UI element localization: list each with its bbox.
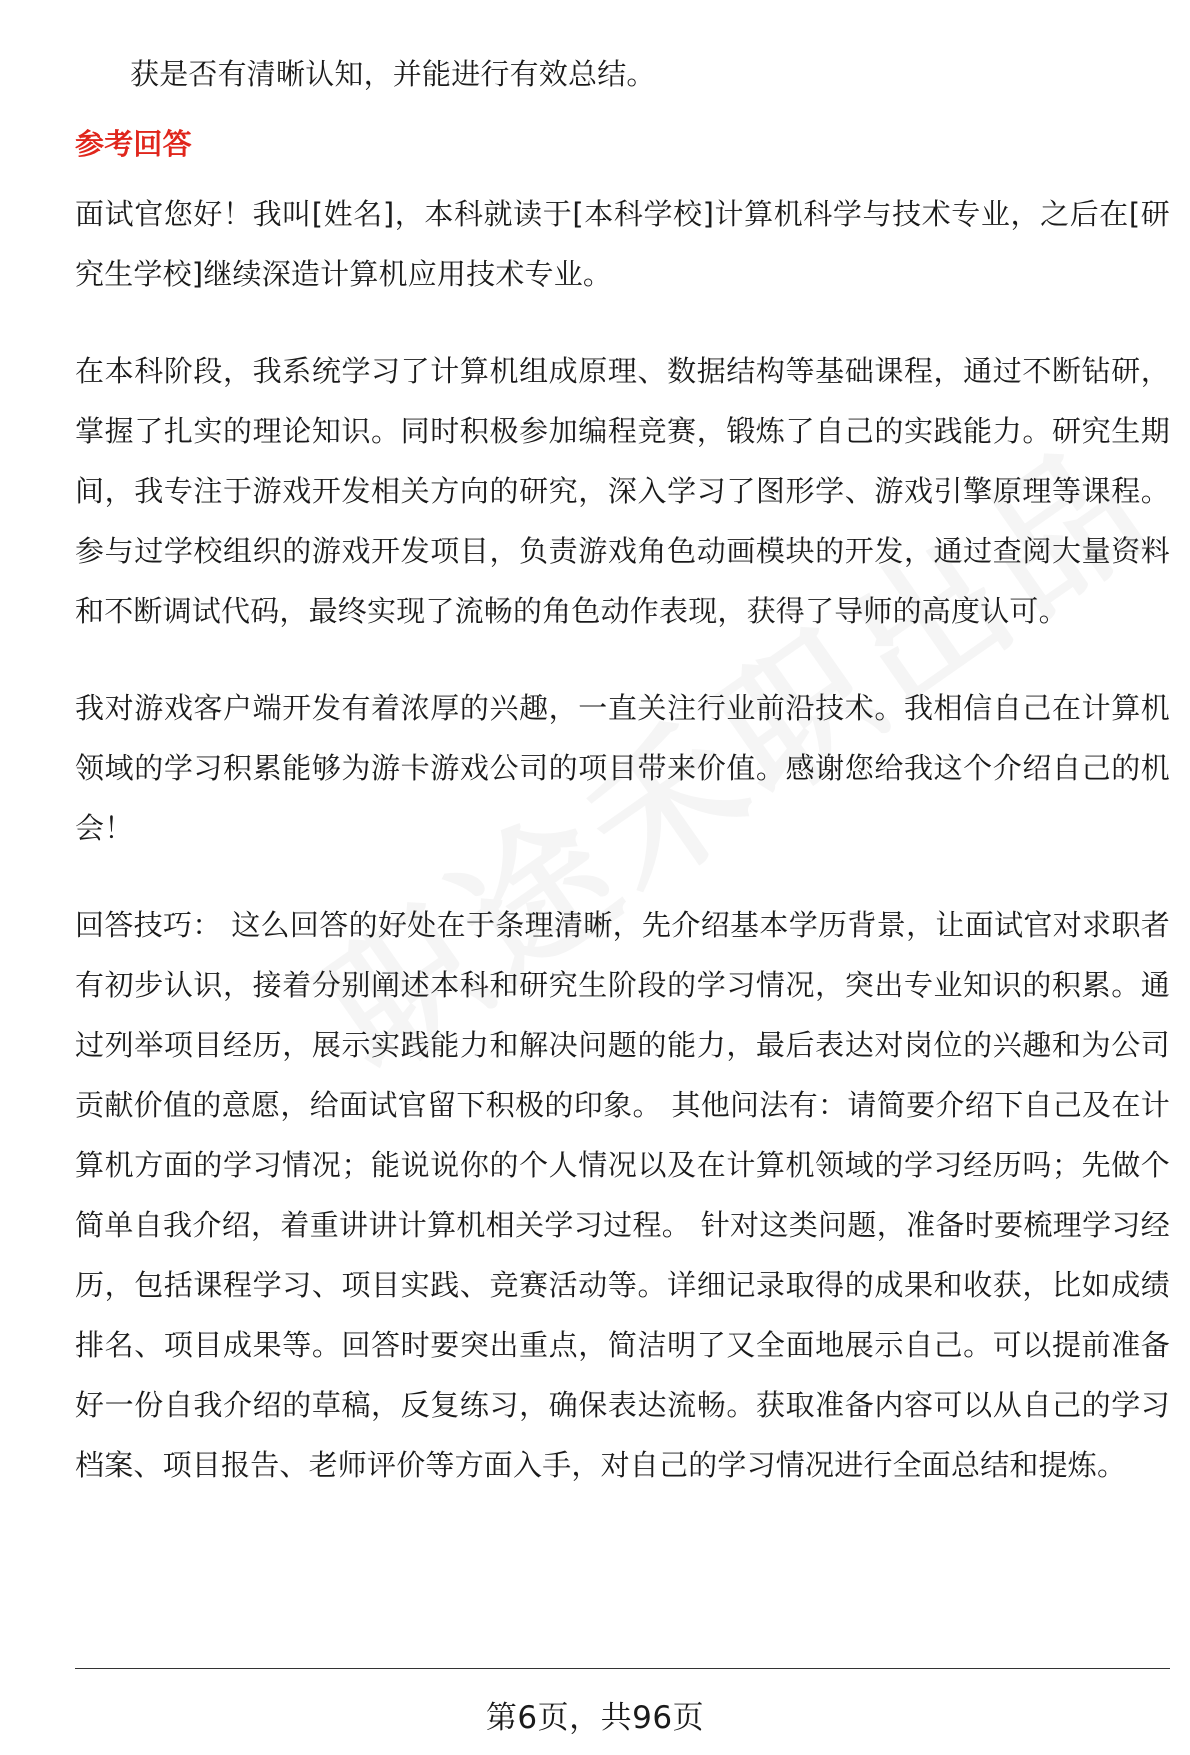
paragraph-intro: 面试官您好！我叫[姓名]，本科就读于[本科学校]计算机科学与技术专业，之后在[研究生学校]继续深造计算机应用技术专业。 <box>75 197 1170 291</box>
paragraph-study: 在本科阶段，我系统学习了计算机组成原理、数据结构等基础课程，通过不断钻研，掌握了扎实的理论知识。同时积极参加编程竞赛，锻炼了自己的实践能力。研究生期间，我专注于游戏开发相关方向的研究，深入学习了图形学、游戏引擎原理等课程。参与过学校组织的游戏开发项目，负责游戏角色动画模块的开发，通过查阅大量资料和不断调试代码，最终实现了流畅的角色动作表现，获得了导师的高度认可。 <box>75 354 1170 628</box>
content-body <box>75 44 1170 1532</box>
page-number: 第6页，共96页 <box>485 1700 705 1736</box>
paragraph-interest: 我对游戏客户端开发有着浓厚的兴趣，一直关注行业前沿技术。我相信自己在计算机领域的学习积累能够为游卡游戏公司的项目带来价值。感谢您给我这个介绍自己的机会！ <box>75 691 1170 845</box>
continuation-text: 获是否有清晰认知，并能进行有效总结。 <box>130 57 656 91</box>
section-heading: 参考回答 <box>75 127 192 161</box>
paragraph-tips: 回答技巧： 这么回答的好处在于条理清晰，先介绍基本学历背景，让面试官对求职者有初步认识，接着分别阐述本科和研究生阶段的学习情况，突出专业知识的积累。通过列举项目经历，展示实践能力和解决问题的能力，最后表达对岗位的兴趣和为公司贡献价值的意愿，给面试官留下积极的印象。 其他问法有：请简要介绍下自己及在计算机方面的学习情况；能说说你的个人情况以及在计算机领域的学习经历吗；先做个简单自我介绍，着重讲讲计算机相关学习过程。 针对这类问题，准备时要梳理学习经历，包括课程学习、项目实践、竞赛活动等。详细记录取得的成果和收获，比如成绩排名、项目成果等。回答时要突出重点，简洁明了又全面地展示自己。可以提前准备好一份自我介绍的草稿，反复练习，确保表达流畅。获取准备内容可以从自己的学习档案、项目报告、老师评价等方面入手，对自己的学习情况进行全面总结和提炼。 <box>75 908 1170 1482</box>
footer-divider <box>75 1668 1170 1669</box>
